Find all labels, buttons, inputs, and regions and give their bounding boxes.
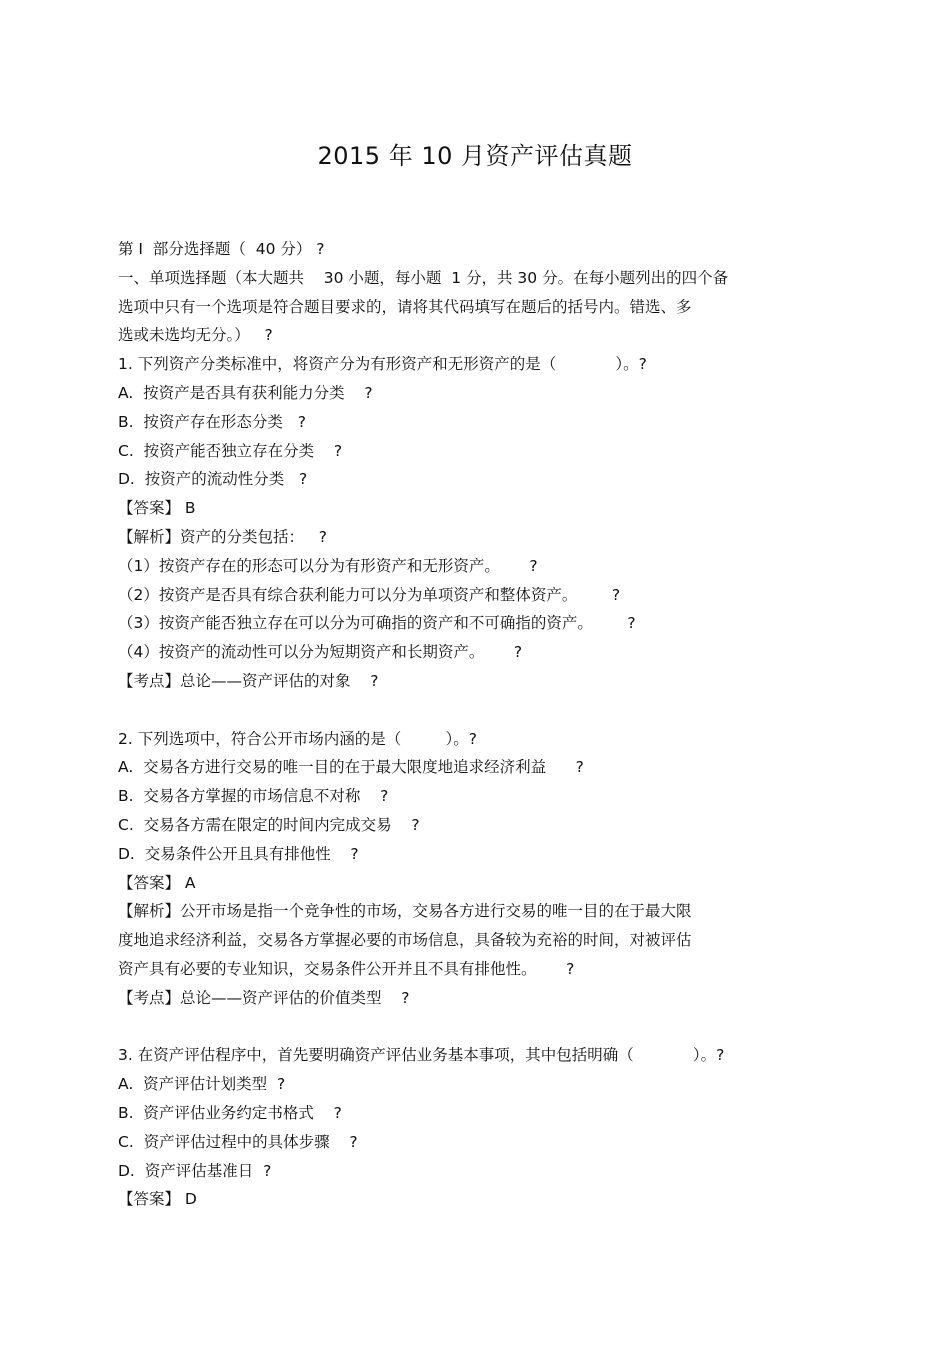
question-1-answer: 【答案】 B — [118, 499, 196, 518]
question-2-analysis: 度地追求经济利益，交易各方掌握必要的市场信息，具备较为充裕的时间，对被评估 — [118, 931, 692, 950]
question-2-option-c: C. 交易各方需在限定的时间内完成交易 ? — [118, 815, 420, 834]
question-3: 3. 在资产评估程序中，首先要明确资产评估业务基本事项，其中包括明确（ ）。? — [118, 1046, 725, 1065]
question-1-analysis-item: （1）按资产存在的形态可以分为有形资产和无形资产。 ? — [118, 556, 538, 575]
instruction-line: 一、单项选择题（本大题共 30 小题，每小题 1 分，共 30 分。在每小题列出的四个备 — [118, 268, 729, 287]
spacer — [118, 1013, 838, 1042]
question-1-option-d: D. 按资产的流动性分类 ? — [118, 470, 308, 489]
question-1-analysis-item: （2）按资产是否具有综合获利能力可以分为单项资产和整体资产。 ? — [118, 585, 621, 604]
question-1-option-b: B. 按资产存在形态分类 ? — [118, 412, 306, 431]
question-1-analysis: 【解析】资产的分类包括： ? — [118, 527, 328, 546]
question-1-topic: 【考点】总论——资产评估的对象 ? — [118, 671, 379, 690]
question-3-option-d: D. 资产评估基准日 ? — [118, 1161, 272, 1180]
document-title: 2015 年 10 月资产评估真题 — [317, 142, 633, 170]
question-1-analysis-item: （3）按资产能否独立存在可以分为可确指的资产和不可确指的资产。 ? — [118, 614, 636, 633]
question-3-option-c: C. 资产评估过程中的具体步骤 ? — [118, 1132, 358, 1151]
question-1: 1. 下列资产分类标准中，将资产分为有形资产和无形资产的是（ ）。? — [118, 355, 647, 374]
question-2-answer: 【答案】 A — [118, 873, 196, 892]
question-2-topic: 【考点】总论——资产评估的价值类型 ? — [118, 988, 410, 1007]
instruction-line: 选或未选均无分。） ? — [118, 326, 273, 345]
instruction-line: 选项中只有一个选项是符合题目要求的，请将其代码填写在题后的括号内。错选、多 — [118, 297, 692, 316]
question-2: 2. 下列选项中，符合公开市场内涵的是（ ）。? — [118, 729, 478, 748]
question-3-answer: 【答案】 D — [118, 1190, 197, 1209]
question-2-analysis: 【解析】公开市场是指一个竞争性的市场，交易各方进行交易的唯一目的在于最大限 — [118, 902, 692, 921]
question-2-option-d: D. 交易条件公开且具有排他性 ? — [118, 844, 359, 863]
question-1-option-c: C. 按资产能否独立存在分类 ? — [118, 441, 343, 460]
spacer — [118, 696, 838, 725]
question-2-option-b: B. 交易各方掌握的市场信息不对称 ? — [118, 787, 389, 806]
question-1-analysis-item: （4）按资产的流动性可以分为短期资产和长期资产。 ? — [118, 643, 523, 662]
document-body — [118, 235, 838, 1214]
question-2-option-a: A. 交易各方进行交易的唯一目的在于最大限度地追求经济利益 ? — [118, 758, 584, 777]
question-3-option-b: B. 资产评估业务约定书格式 ? — [118, 1103, 342, 1122]
question-2-analysis: 资产具有必要的专业知识，交易条件公开并且不具有排他性。 ? — [118, 959, 575, 978]
question-1-option-a: A. 按资产是否具有获利能力分类 ? — [118, 383, 373, 402]
section-heading: 第 I 部分选择题（ 40 分） ? — [118, 240, 325, 258]
question-3-option-a: A. 资产评估计划类型 ? — [118, 1075, 286, 1094]
